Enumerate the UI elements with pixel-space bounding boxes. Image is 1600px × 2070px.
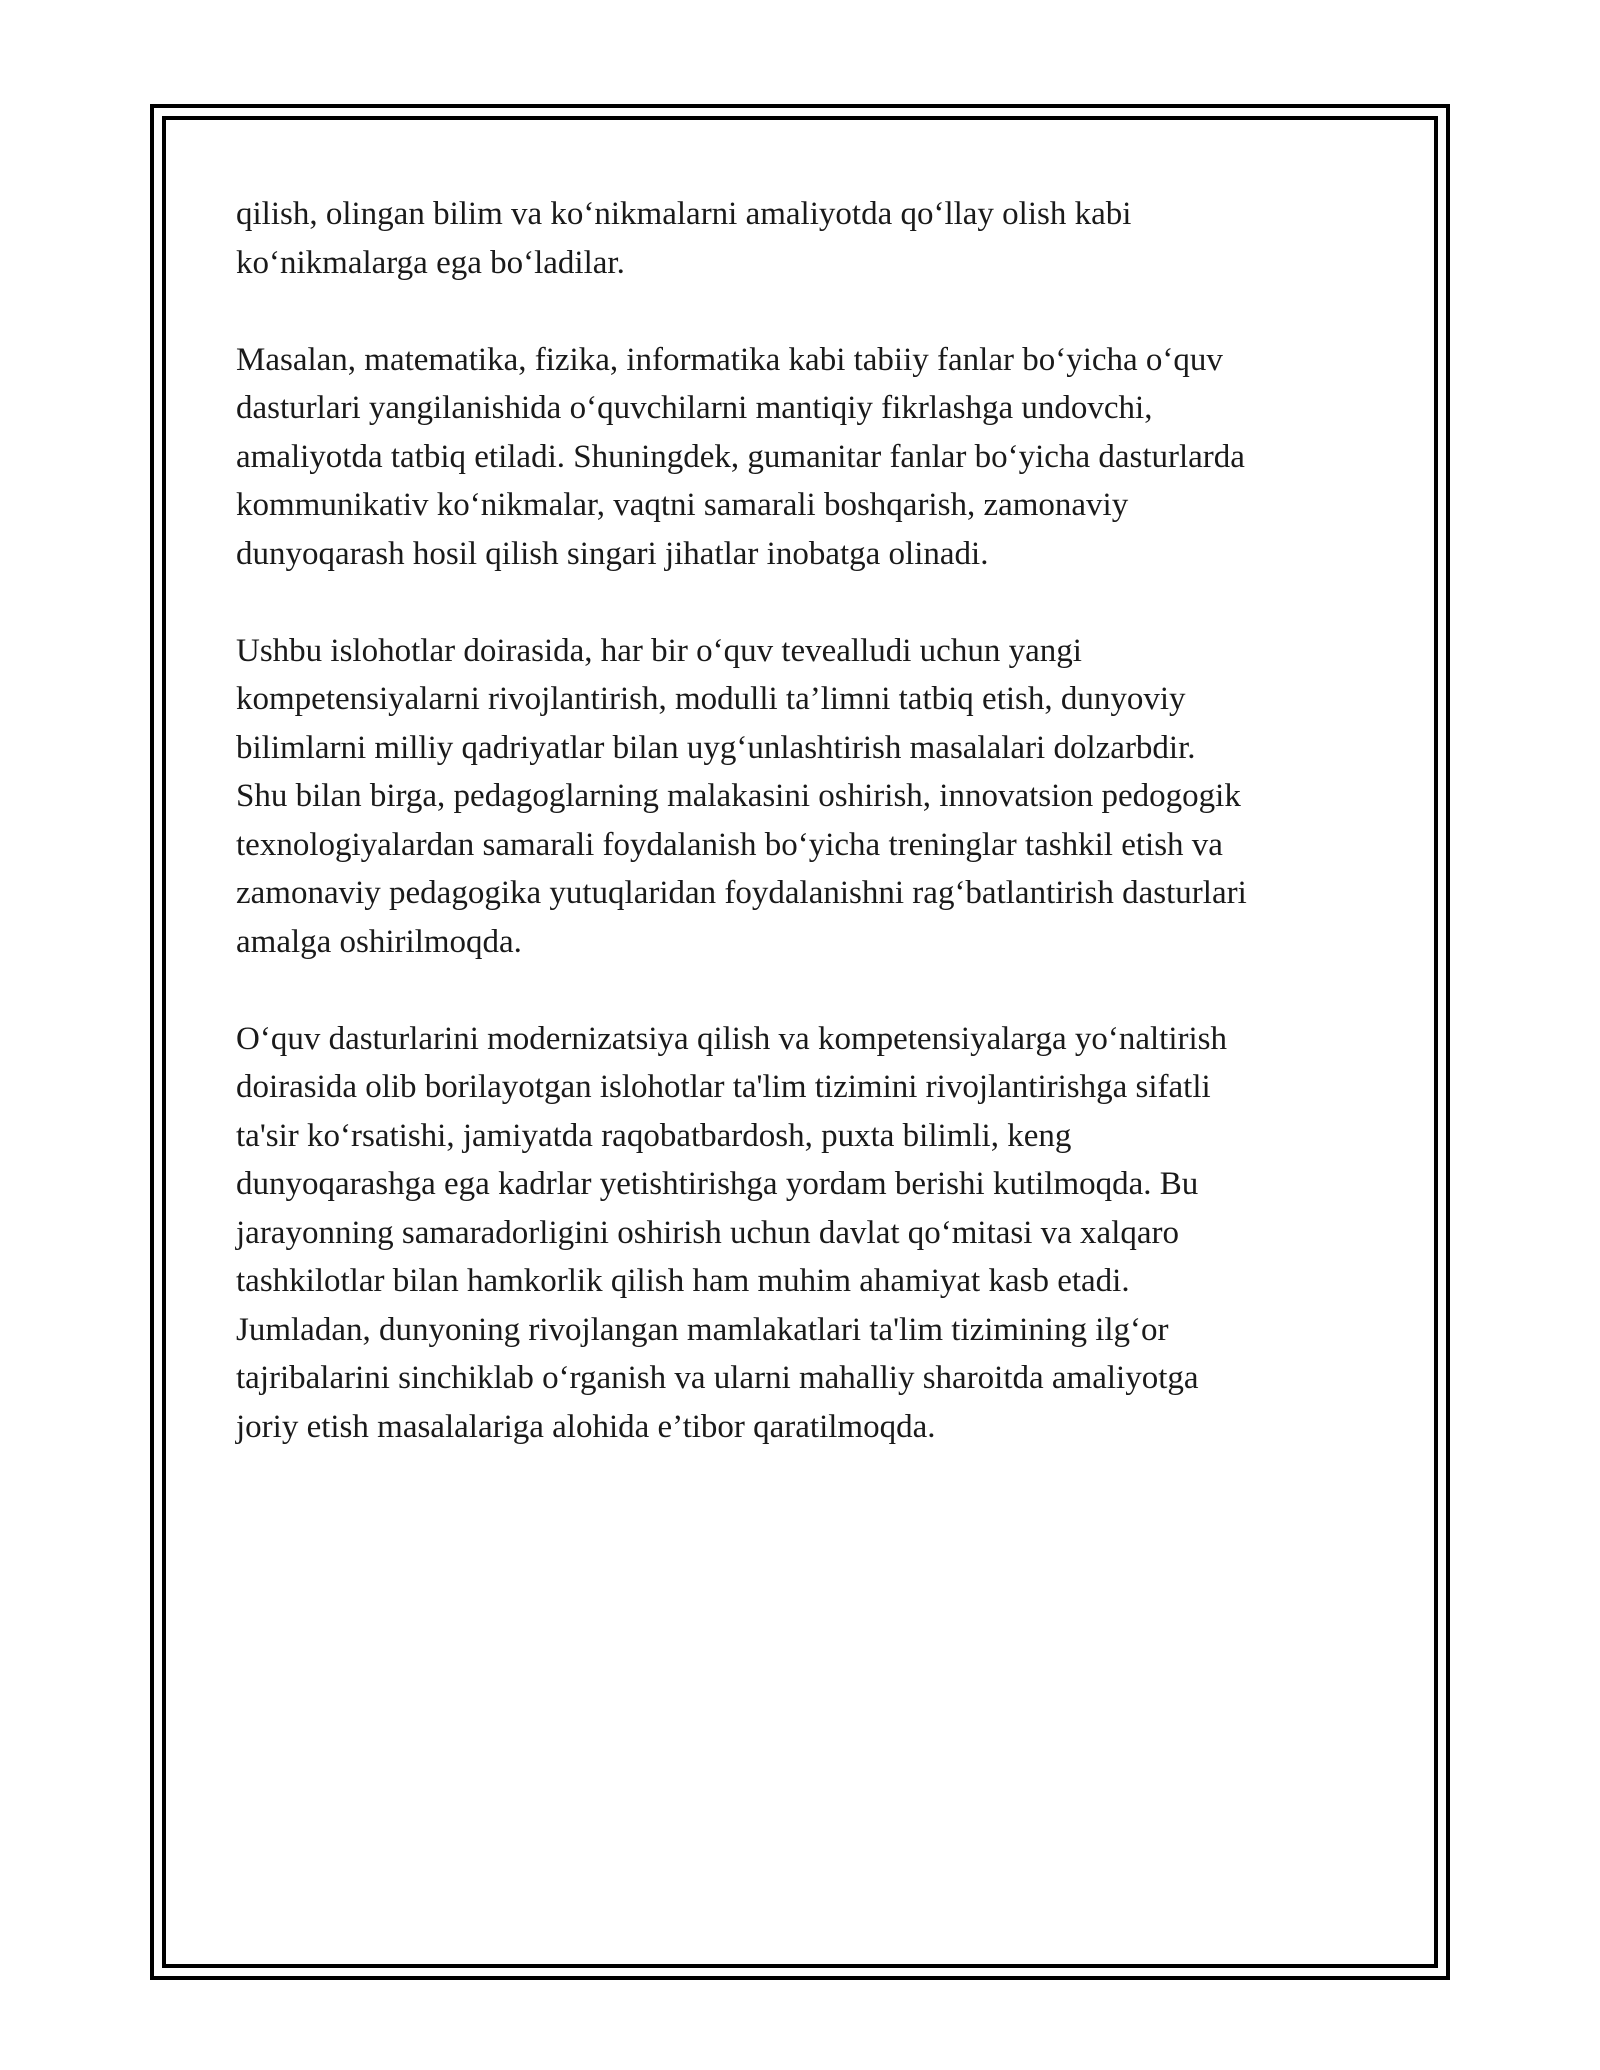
paragraph: O‘quv dasturlarini modernizatsiya qilish va kompetensiyalarga yo‘naltirish doirasida olib borilayotgan islohotlar ta'lim tizimini rivojlantirishga sifatli ta'sir ko‘rsatishi, jamiyatda raqobatbardosh, puxta bilimli, keng dunyoqarashga ega kadrlar yetishtirishga yordam berishi kutilmoqda. Bu jarayonning samaradorligini oshirish uchun davlat qo‘mitasi va xalqaro tashkilotlar bilan hamkorlik qilish ham muhim ahamiyat kasb etadi. Jumladan, dunyoning rivojlangan mamlakatlari ta'lim tizimining ilg‘or tajribalarini sinchiklab o‘rganish va ularni mahalliy sharoitda amaliyotga joriy etish masalalariga alohida e’tibor qaratilmoqda. bbox=[236, 1020, 1227, 1445]
document-body bbox=[236, 190, 1396, 1500]
paragraph: Ushbu islohotlar doirasida, har bir o‘quv tevealludi uchun yangi kompetensiyalarni rivojlantirish, modulli ta’limni tatbiq etish, dunyoviy bilimlarni milliy qadriyatlar bilan uyg‘unlashtirish masalalari dolzarbdir. Shu bilan birga, pedagoglarning malakasini oshirish, innovatsion pedogogik texnologiyalardan samarali foydalanish bo‘yicha treninglar tashkil etish va zamonaviy pedagogika yutuqlaridan foydalanishni rag‘batlantirish dasturlari amalga oshirilmoqda. bbox=[236, 632, 1247, 960]
paragraph: Masalan, matematika, fizika, informatika kabi tabiiy fanlar bo‘yicha o‘quv dasturlari yangilanishida o‘quvchilarni mantiqiy fikrlashga undovchi, amaliyotda tatbiq etiladi. Shuningdek, gumanitar fanlar bo‘yicha dasturlarda kommunikativ ko‘nikmalar, vaqtni samarali boshqarish, zamonaviy dunyoqarash hosil qilish singari jihatlar inobatga olinadi. bbox=[236, 341, 1245, 572]
paragraph: qilish, olingan bilim va ko‘nikmalarni amaliyotda qo‘llay olish kabi ko‘nikmalarga ega bo‘ladilar. bbox=[236, 196, 1132, 281]
